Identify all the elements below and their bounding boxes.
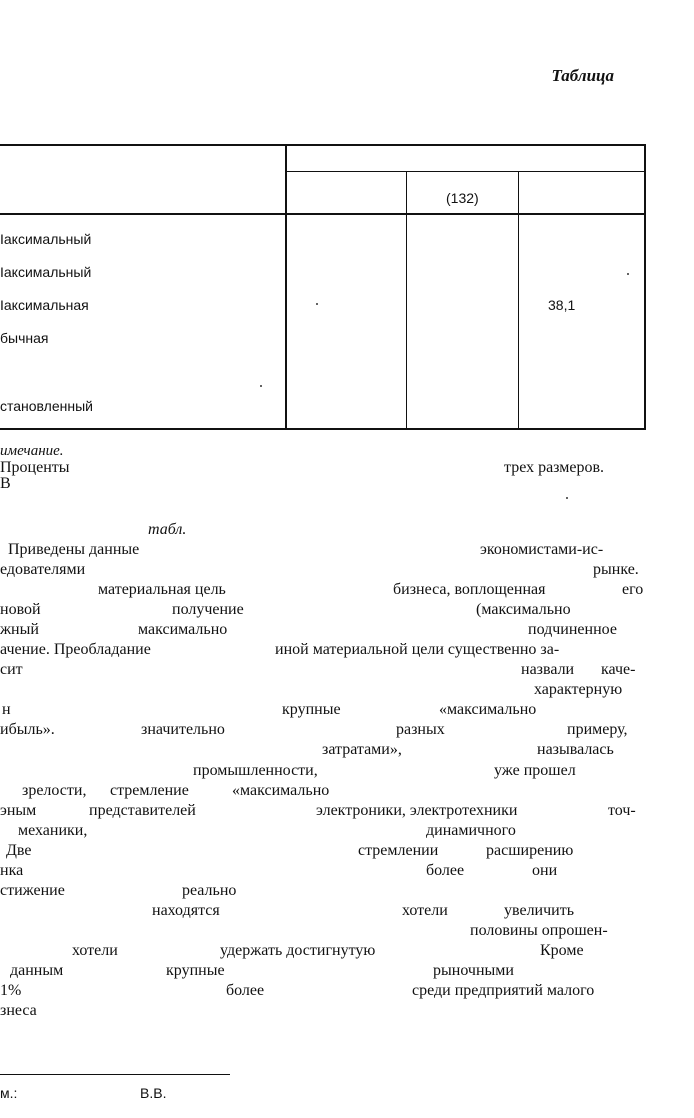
body-text-fragment: (максимально [476, 601, 571, 618]
body-text-fragment: точ- [608, 802, 636, 819]
footnote-text: м.: [0, 1085, 18, 1101]
table-note-text-end: трех размеров. [504, 459, 605, 476]
table-header-year: (132) [446, 190, 479, 206]
body-text-fragment: едователями [0, 561, 86, 578]
table-note-text: Проценты [0, 459, 70, 476]
body-text-fragment: подчиненное [528, 621, 617, 638]
body-text-fragment: стремление [110, 782, 189, 799]
body-text-fragment: иной материальной цели существенно за- [275, 641, 560, 658]
footnote-separator [0, 1074, 230, 1075]
table-row-label: Iаксимальный [0, 264, 92, 280]
body-text-fragment: более [226, 982, 265, 999]
body-text-fragment: электроники, электротехники [316, 802, 518, 819]
body-text-fragment: назвали [521, 661, 575, 678]
body-text-fragment: динамичного [426, 822, 516, 839]
table-row-label: бычная [0, 330, 49, 346]
table-cell-value: 38,1 [548, 297, 576, 313]
body-text-fragment: ачение. Преобладание [0, 641, 151, 658]
body-text-fragment: материальная цель [98, 581, 226, 598]
body-text-fragment: затратами», [322, 741, 402, 758]
body-text-fragment: «максимально [439, 701, 537, 718]
body-text-fragment: знеса [0, 1002, 37, 1019]
body-text-fragment: каче- [601, 661, 636, 678]
body-text-fragment: разных [396, 721, 445, 738]
body-text-fragment: максимально [138, 621, 228, 638]
body-text-fragment: Кроме [540, 942, 584, 959]
body-text-fragment: рынке. [593, 561, 639, 578]
body-text-fragment: данным [10, 962, 64, 979]
body-text-fragment: они [532, 862, 558, 879]
body-text-fragment: промышленности, [193, 762, 318, 779]
table-row-label: Iаксимальный [0, 231, 92, 247]
body-text-fragment: увеличить [504, 902, 575, 919]
body-text-fragment: экономистами-ис- [480, 541, 604, 558]
body-text-fragment: значительно [141, 721, 225, 738]
body-text-fragment: называлась [537, 741, 614, 758]
footnote-text-author: В.В. [140, 1085, 167, 1101]
table-note-label: имечание. [0, 443, 64, 459]
body-text-fragment: его [622, 581, 644, 598]
body-text-fragment: новой [0, 601, 41, 618]
scan-speck [260, 385, 262, 387]
body-text-fragment: табл. [148, 521, 187, 538]
body-text-fragment: «максимально [232, 782, 330, 799]
body-text-fragment: 1% [0, 982, 22, 999]
body-text-fragment: половины опрошен- [470, 922, 608, 939]
table-note-line2: В [0, 475, 11, 492]
table-caption: Таблица [551, 66, 614, 85]
body-text-fragment: находятся [152, 902, 220, 919]
body-text-fragment: крупные [282, 701, 341, 718]
body-text-fragment: реально [182, 882, 237, 899]
body-text-fragment: удержать достигнутую [220, 942, 376, 959]
body-text-fragment: более [426, 862, 465, 879]
body-text-fragment: уже прошел [494, 762, 576, 779]
body-text-fragment: бизнеса, воплощенная [393, 581, 546, 598]
body-text-fragment: эным [0, 802, 37, 819]
body-text-fragment: характерную [534, 681, 623, 698]
body-text-fragment: рыночными [433, 962, 514, 979]
body-text-fragment: крупные [166, 962, 225, 979]
scan-speck [316, 303, 318, 305]
body-text-fragment: примеру, [567, 721, 628, 738]
body-text-fragment: нка [0, 862, 24, 879]
scan-speck [627, 273, 629, 275]
body-text-fragment: среди предприятий малого [412, 982, 595, 999]
body-text-fragment: стремлении [358, 842, 439, 859]
body-text-fragment: хотели [402, 902, 448, 919]
scan-speck [566, 497, 568, 499]
body-text-fragment: получение [172, 601, 244, 618]
body-text-fragment: ибыль». [0, 721, 55, 738]
body-text-fragment: Приведены данные [8, 541, 140, 558]
table-row-label: становленный [0, 398, 93, 414]
body-text-fragment: зрелости, [22, 782, 87, 799]
table-row-label: Iаксимальная [0, 297, 89, 313]
body-text-fragment: хотели [72, 942, 118, 959]
body-text-fragment: стижение [0, 882, 65, 899]
body-text-fragment: жный [0, 621, 39, 638]
body-text-fragment: механики, [18, 822, 88, 839]
body-text-fragment: н [2, 701, 11, 718]
body-text-fragment: Две [6, 842, 32, 859]
body-text-fragment: расширению [486, 842, 574, 859]
body-text-fragment: сит [0, 661, 23, 678]
body-text-fragment: представителей [89, 802, 196, 819]
